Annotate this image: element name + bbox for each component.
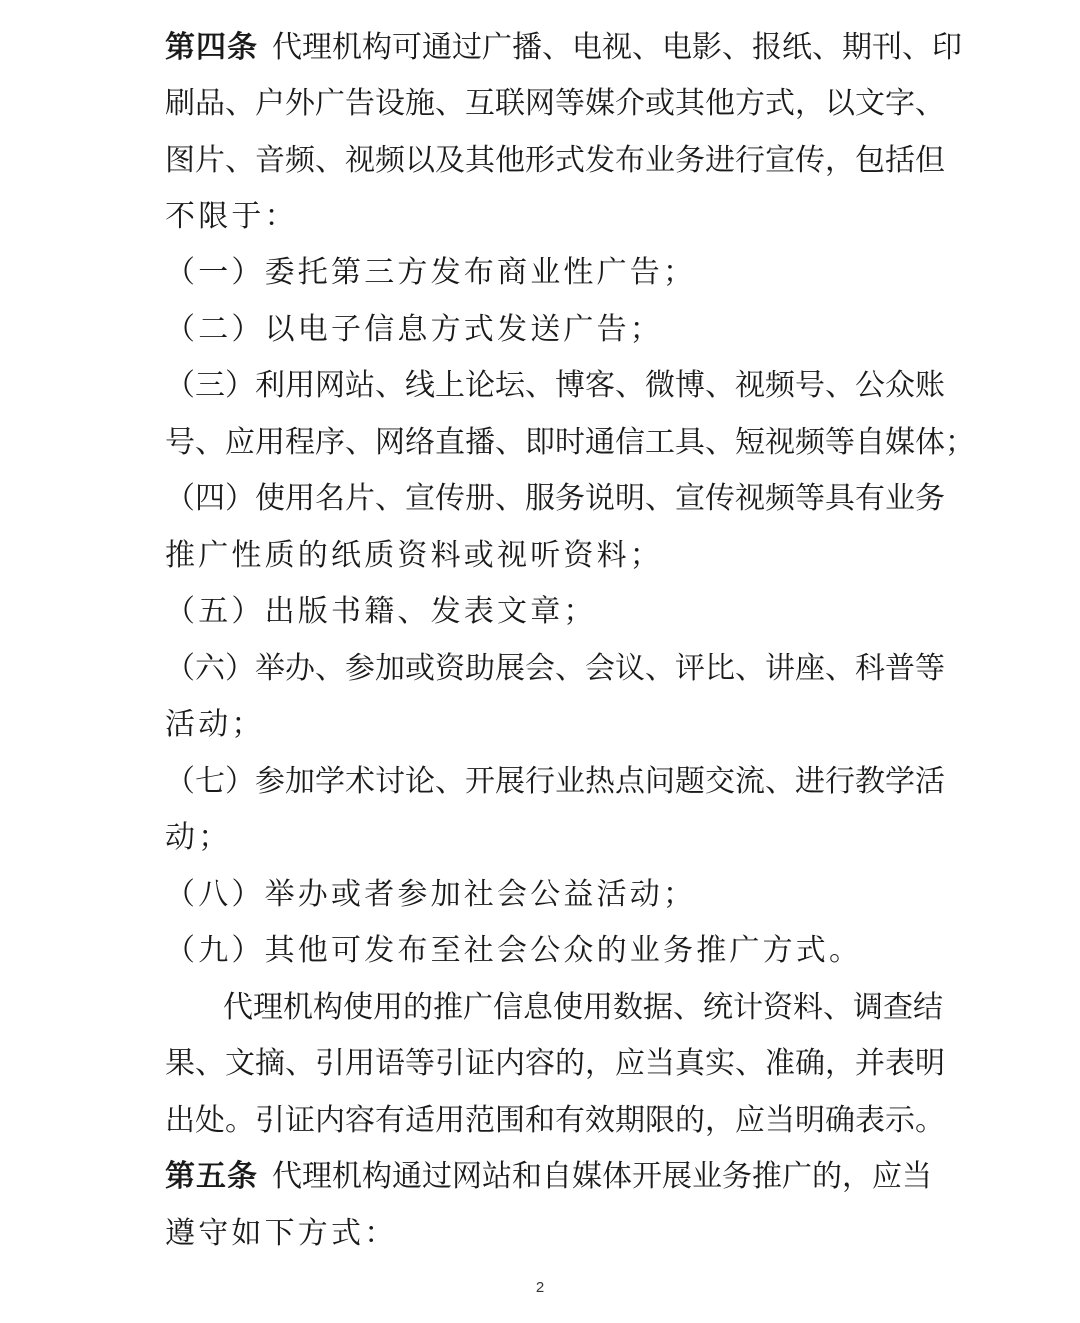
page-number: 2 xyxy=(535,1279,545,1296)
article-4-line-2: 刷品、户外广告设施、互联网等媒介或其他方式，以文字、 xyxy=(165,86,945,121)
article-5-heading: 第五条 xyxy=(165,1159,258,1194)
paragraph-line-3: 出处。引证内容有适用范围和有效期限的，应当明确表示。 xyxy=(165,1103,945,1138)
list-item-3-line-2: 号、应用程序、网络直播、即时通信工具、短视频等自媒体； xyxy=(165,425,975,460)
list-item-8: （八）举办或者参加社会公益活动； xyxy=(165,877,697,912)
list-item-3-line-1: （三）利用网站、线上论坛、博客、微博、视频号、公众账 xyxy=(165,368,945,403)
list-item-5: （五）出版书籍、发表文章； xyxy=(165,594,597,629)
paragraph-line-1: 代理机构使用的推广信息使用数据、统计资料、调查结 xyxy=(223,990,943,1025)
article-4-line-4: 不限于： xyxy=(165,199,298,234)
list-item-6-line-1: （六）举办、参加或资助展会、会议、评比、讲座、科普等 xyxy=(165,651,945,686)
list-item-9: （九）其他可发布至社会公众的业务推广方式。 xyxy=(165,933,863,968)
paragraph-line-2: 果、文摘、引用语等引证内容的，应当真实、准确，并表明 xyxy=(165,1046,945,1081)
list-item-4-line-1: （四）使用名片、宣传册、服务说明、宣传视频等具有业务 xyxy=(165,481,945,516)
list-item-6-line-2: 活动； xyxy=(165,707,265,742)
list-item-2: （二）以电子信息方式发送广告； xyxy=(165,312,663,347)
article-4-line-1-text: 代理机构可通过广播、电视、电影、报纸、期刊、印 xyxy=(272,30,962,65)
list-item-1: （一）委托第三方发布商业性广告； xyxy=(165,255,697,290)
article-4-heading: 第四条 xyxy=(165,30,258,65)
article-5-line-1-text: 代理机构通过网站和自媒体开展业务推广的，应当 xyxy=(272,1159,932,1194)
list-item-7-line-1: （七）参加学术讨论、开展行业热点问题交流、进行教学活 xyxy=(165,764,945,799)
article-5-first-line xyxy=(165,1157,932,1197)
list-item-7-line-2: 动； xyxy=(165,820,232,855)
list-item-4-line-2: 推广性质的纸质资料或视听资料； xyxy=(165,538,663,573)
article-4-line-3: 图片、音频、视频以及其他形式发布业务进行宣传，包括但 xyxy=(165,143,945,178)
article-5-line-2: 遵守如下方式： xyxy=(165,1216,398,1251)
article-4-first-line xyxy=(165,28,962,68)
